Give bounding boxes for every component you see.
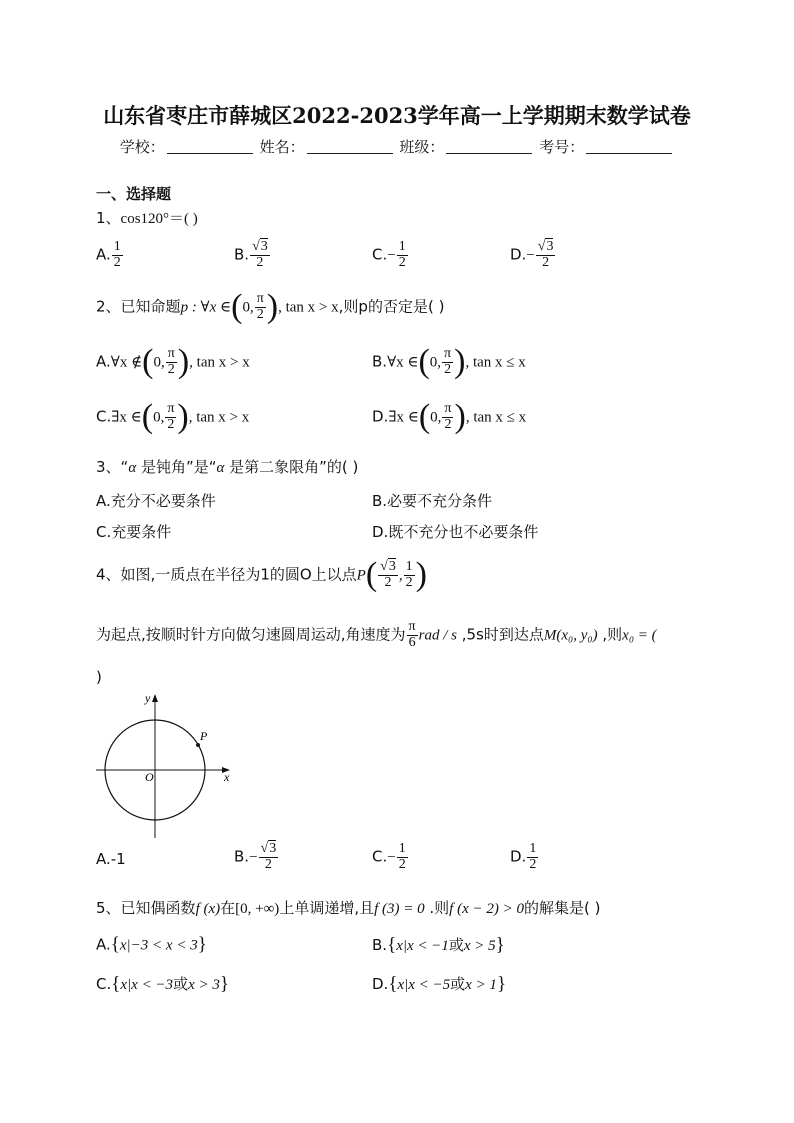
question-4-close: ): [96, 668, 102, 686]
exam-no-blank[interactable]: [586, 139, 672, 154]
q4-option-a[interactable]: A.-1: [96, 850, 126, 868]
q3-option-a[interactable]: A.充分不必要条件: [96, 492, 216, 510]
q4-option-c[interactable]: C.− $\frac{1}{2}$: [372, 841, 406, 872]
q1-option-c[interactable]: C.− $\frac{1}{2}$: [372, 239, 406, 270]
q1-option-a[interactable]: A. $\frac{1}{2}$: [96, 239, 121, 270]
fraction: $\frac{1}{2}$: [398, 239, 406, 270]
school-label: 学校：: [119, 138, 165, 156]
q1-option-d[interactable]: D.− $\frac{√3}{2}$: [510, 239, 554, 270]
q5-option-a[interactable]: A.{x|−3 < x < 3}: [96, 934, 207, 955]
question-4-line-2: 为起点,按顺时针方向做匀速圆周运动,角速度为 $\frac{\pi}{6}$ rad / s ,5s时到达点M(x₀, y₀) ,则x₀ = (: [96, 619, 657, 650]
class-label: 班级：: [399, 138, 445, 156]
school-blank[interactable]: [167, 139, 253, 154]
question-3: 3、“α 是钝角”是“α 是第二象限角”的( ): [96, 458, 359, 476]
q1-stem: cos120°＝( ): [120, 211, 198, 227]
q5-option-b[interactable]: B.{x|x < −1或x > 5}: [372, 934, 505, 956]
exam-no-label: 考号：: [539, 138, 585, 156]
fraction: $\frac{√3}{2}$: [537, 239, 554, 270]
name-blank[interactable]: [307, 139, 393, 154]
question-2: 2、已知命题p : ∀x ∈(0, $\frac{\pi}{2}$ ), tan x > x,则p的否定是( ): [96, 288, 445, 325]
question-4: 4、如图,一质点在半径为1的圆O上以点P( $\frac{√3}{2}$ , $\frac{1}{2}$ ): [96, 556, 427, 593]
unit-circle-svg: [92, 688, 242, 838]
point-p: [196, 743, 200, 747]
question-5: 5、已知偶函数f (x)在[0, +∞)上单调递增,且f (3) = 0 .则f (x − 2) > 0的解集是( ): [96, 899, 601, 917]
name-label: 姓名：: [259, 138, 305, 156]
q1-option-b[interactable]: B. $\frac{√3}{2}$: [234, 239, 268, 270]
origin-label: O: [145, 770, 154, 784]
q3-option-d[interactable]: D.既不充分也不必要条件: [372, 523, 539, 541]
q4-option-d[interactable]: D. $\frac{1}{2}$: [510, 841, 537, 872]
q5-option-c[interactable]: C.{x|x < −3或x > 3}: [96, 973, 229, 995]
q3-option-c[interactable]: C.充要条件: [96, 523, 172, 541]
class-blank[interactable]: [446, 139, 532, 154]
q2-option-b[interactable]: B.∀x ∈(0, $\frac{\pi}{2}$ ), tan x ≤ x: [372, 343, 526, 380]
student-info-line: [0, 136, 794, 157]
section-heading: 一、选择题: [96, 185, 172, 203]
unit-circle-figure: [92, 688, 242, 842]
q2-option-a[interactable]: A.∀x ∉(0, $\frac{\pi}{2}$ ), tan x > x: [96, 343, 250, 380]
axis-label-y: y: [145, 691, 151, 705]
question-1: 1、cos120°＝( ): [96, 209, 198, 227]
q5-option-d[interactable]: D.{x|x < −5或x > 1}: [372, 973, 507, 995]
q3-option-b[interactable]: B.必要不充分条件: [372, 492, 493, 510]
fraction: $\frac{1}{2}$: [113, 239, 121, 270]
fraction: $\frac{√3}{2}$: [252, 239, 268, 270]
point-label-p: P: [200, 729, 208, 743]
q2-option-d[interactable]: D.∃x ∈(0, $\frac{\pi}{2}$ ), tan x ≤ x: [372, 398, 527, 435]
axis-label-x: x: [224, 770, 230, 784]
q4-option-b[interactable]: B.− $\frac{√3}{2}$: [234, 841, 277, 872]
page-title: 山东省枣庄市薛城区2022-2023学年高一上学期期末数学试卷: [103, 103, 691, 128]
y-axis-arrow: [152, 694, 158, 702]
q2-option-c[interactable]: C.∃x ∈(0, $\frac{\pi}{2}$ ), tan x > x: [96, 398, 250, 435]
